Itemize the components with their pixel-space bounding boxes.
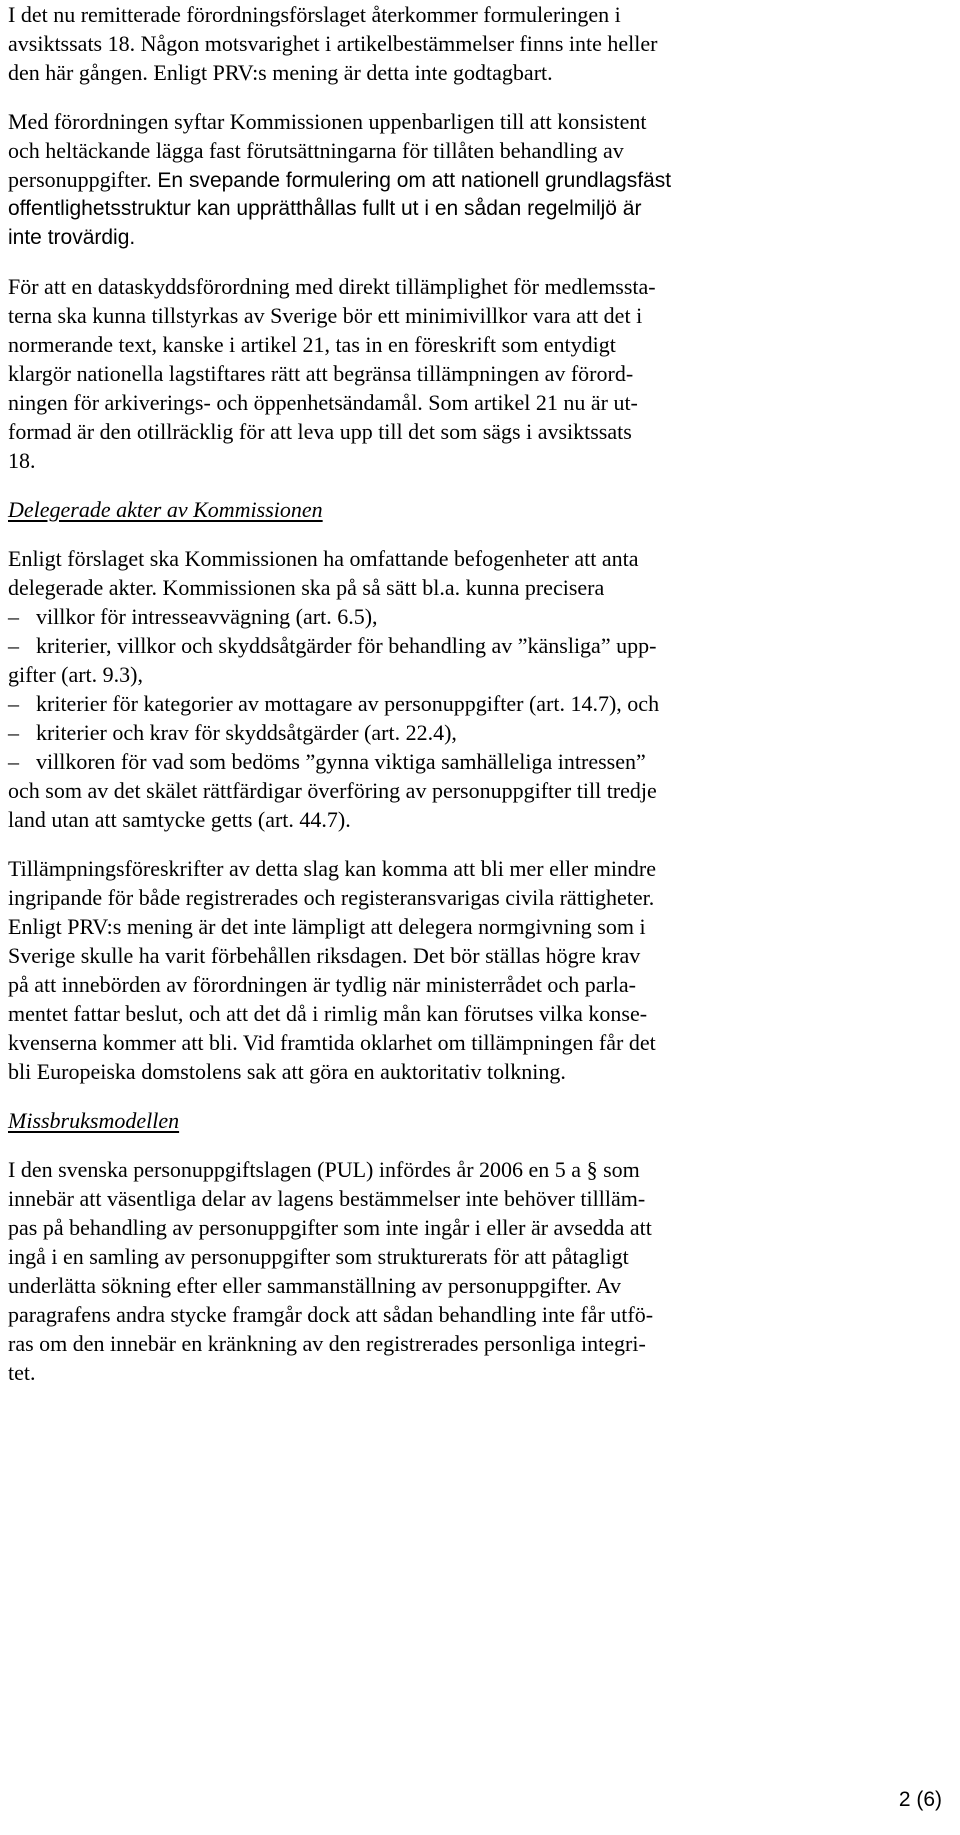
text-line: formad är den otillräcklig för att leva upp till det som sägs i avsiktssats xyxy=(8,419,632,444)
document-page xyxy=(8,0,938,1407)
list-item xyxy=(8,602,938,631)
text-line: 18. xyxy=(8,448,36,473)
dash-bullet: – xyxy=(8,691,19,716)
section-heading-abuse-model: Missbruksmodellen xyxy=(8,1108,180,1133)
text-line: och heltäckande lägga fast förutsättningarna för tillåten behandling av xyxy=(8,138,624,163)
text-line: paragrafens andra stycke framgår dock att sådan behandling inte får utfö- xyxy=(8,1302,654,1327)
text-line: I det nu remitterade förordningsförslaget återkommer formuleringen i xyxy=(8,2,621,27)
text-line: normerande text, kanske i artikel 21, tas in en föreskrift som entydigt xyxy=(8,332,616,357)
text-line: kvenserna kommer att bli. Vid framtida oklarhet om tillämpningen får det xyxy=(8,1030,656,1055)
paragraph-implementing-rules xyxy=(8,854,938,1086)
paragraph-delegated-acts xyxy=(8,544,938,834)
text-line: Enligt förslaget ska Kommissionen ha omfattande befogenheter att anta xyxy=(8,546,639,571)
text-line: underlätta sökning efter eller sammanställning av personuppgifter. Av xyxy=(8,1273,621,1298)
text-fragment-sans: En svepande formulering om att nationell grundlagsfäst xyxy=(151,169,672,192)
text-line: ingripande för både registrerades och registeransvarigas civila rättigheter. xyxy=(8,885,655,910)
text-line: Med förordningen syftar Kommissionen uppenbarligen till att konsistent xyxy=(8,109,647,134)
text-line: klargör nationella lagstiftares rätt att begränsa tillämpningen av förord- xyxy=(8,361,634,386)
text-line: inte trovärdig. xyxy=(8,226,136,249)
list-item-text: villkoren för vad som bedöms ”gynna viktiga samhälleliga intressen” xyxy=(36,749,646,774)
text-line: ningen för arkiverings- och öppenhetsändamål. Som artikel 21 nu är ut- xyxy=(8,390,638,415)
list-item-text: kriterier för kategorier av mottagare av personuppgifter (art. 14.7), och xyxy=(36,691,660,716)
section-heading-delegated-acts: Delegerade akter av Kommissionen xyxy=(8,497,323,522)
text-line: terna ska kunna tillstyrkas av Sverige bör ett minimivillkor vara att det i xyxy=(8,303,643,328)
dash-bullet: – xyxy=(8,604,19,629)
text-line: Enligt PRV:s mening är det inte lämpligt att delegera normgivning som i xyxy=(8,914,646,939)
text-line xyxy=(8,165,938,194)
list-item-text: kriterier, villkor och skyddsåtgärder för behandling av ”känsliga” upp- xyxy=(36,633,657,658)
list-item xyxy=(8,631,938,660)
list-item-continuation: gifter (art. 9.3), xyxy=(8,662,143,687)
paragraph-pul xyxy=(8,1155,938,1387)
dash-bullet: – xyxy=(8,749,19,774)
text-line: I den svenska personuppgiftslagen (PUL) infördes år 2006 en 5 a § som xyxy=(8,1157,640,1182)
text-line: offentlighetsstruktur kan upprätthållas fullt ut i en sådan regelmiljö är xyxy=(8,197,642,220)
list-item-text: villkor för intresseavvägning (art. 6.5), xyxy=(36,604,378,629)
text-line: den här gången. Enligt PRV:s mening är detta inte godtagbart. xyxy=(8,60,553,85)
text-line: innebär att väsentliga delar av lagens bestämmelser inte behöver tillläm- xyxy=(8,1186,646,1211)
text-line: på att innebörden av förordningen är tydlig när ministerrådet och parla- xyxy=(8,972,636,997)
text-line: För att en dataskyddsförordning med direkt tillämplighet för medlemssta- xyxy=(8,274,656,299)
paragraph-minimum-condition xyxy=(8,272,938,475)
text-line: ingå i en samling av personuppgifter som strukturerats för att påtagligt xyxy=(8,1244,629,1269)
list-item xyxy=(8,747,938,776)
text-line: ras om den innebär en kränkning av den registrerades personliga integri- xyxy=(8,1331,646,1356)
text-line: mentet fattar beslut, och att det då i rimlig mån kan förutses vilka konse- xyxy=(8,1001,648,1026)
text-line: Tillämpningsföreskrifter av detta slag kan komma att bli mer eller mindre xyxy=(8,856,657,881)
dash-bullet: – xyxy=(8,720,19,745)
text-line: bli Europeiska domstolens sak att göra en auktoritativ tolkning. xyxy=(8,1059,566,1084)
text-line: avsiktssats 18. Någon motsvarighet i artikelbestämmelser finns inte heller xyxy=(8,31,658,56)
paragraph-commission-purpose xyxy=(8,107,938,252)
list-item xyxy=(8,689,938,718)
paragraph-remittance xyxy=(8,0,938,87)
text-line: pas på behandling av personuppgifter som inte ingår i eller är avsedda att xyxy=(8,1215,652,1240)
text-line: tet. xyxy=(8,1360,36,1385)
dash-bullet: – xyxy=(8,633,19,658)
text-line: Sverige skulle ha varit förbehållen riksdagen. Det bör ställas högre krav xyxy=(8,943,641,968)
page-number: 2 (6) xyxy=(898,1788,942,1811)
text-line: delegerade akter. Kommissionen ska på så sätt bl.a. kunna precisera xyxy=(8,575,605,600)
list-item-text: kriterier och krav för skyddsåtgärder (art. 22.4), xyxy=(36,720,457,745)
list-item xyxy=(8,718,938,747)
text-line: land utan att samtycke getts (art. 44.7). xyxy=(8,807,351,832)
text-fragment: personuppgifter. xyxy=(8,167,152,192)
text-line: och som av det skälet rättfärdigar överföring av personuppgifter till tredje xyxy=(8,778,657,803)
